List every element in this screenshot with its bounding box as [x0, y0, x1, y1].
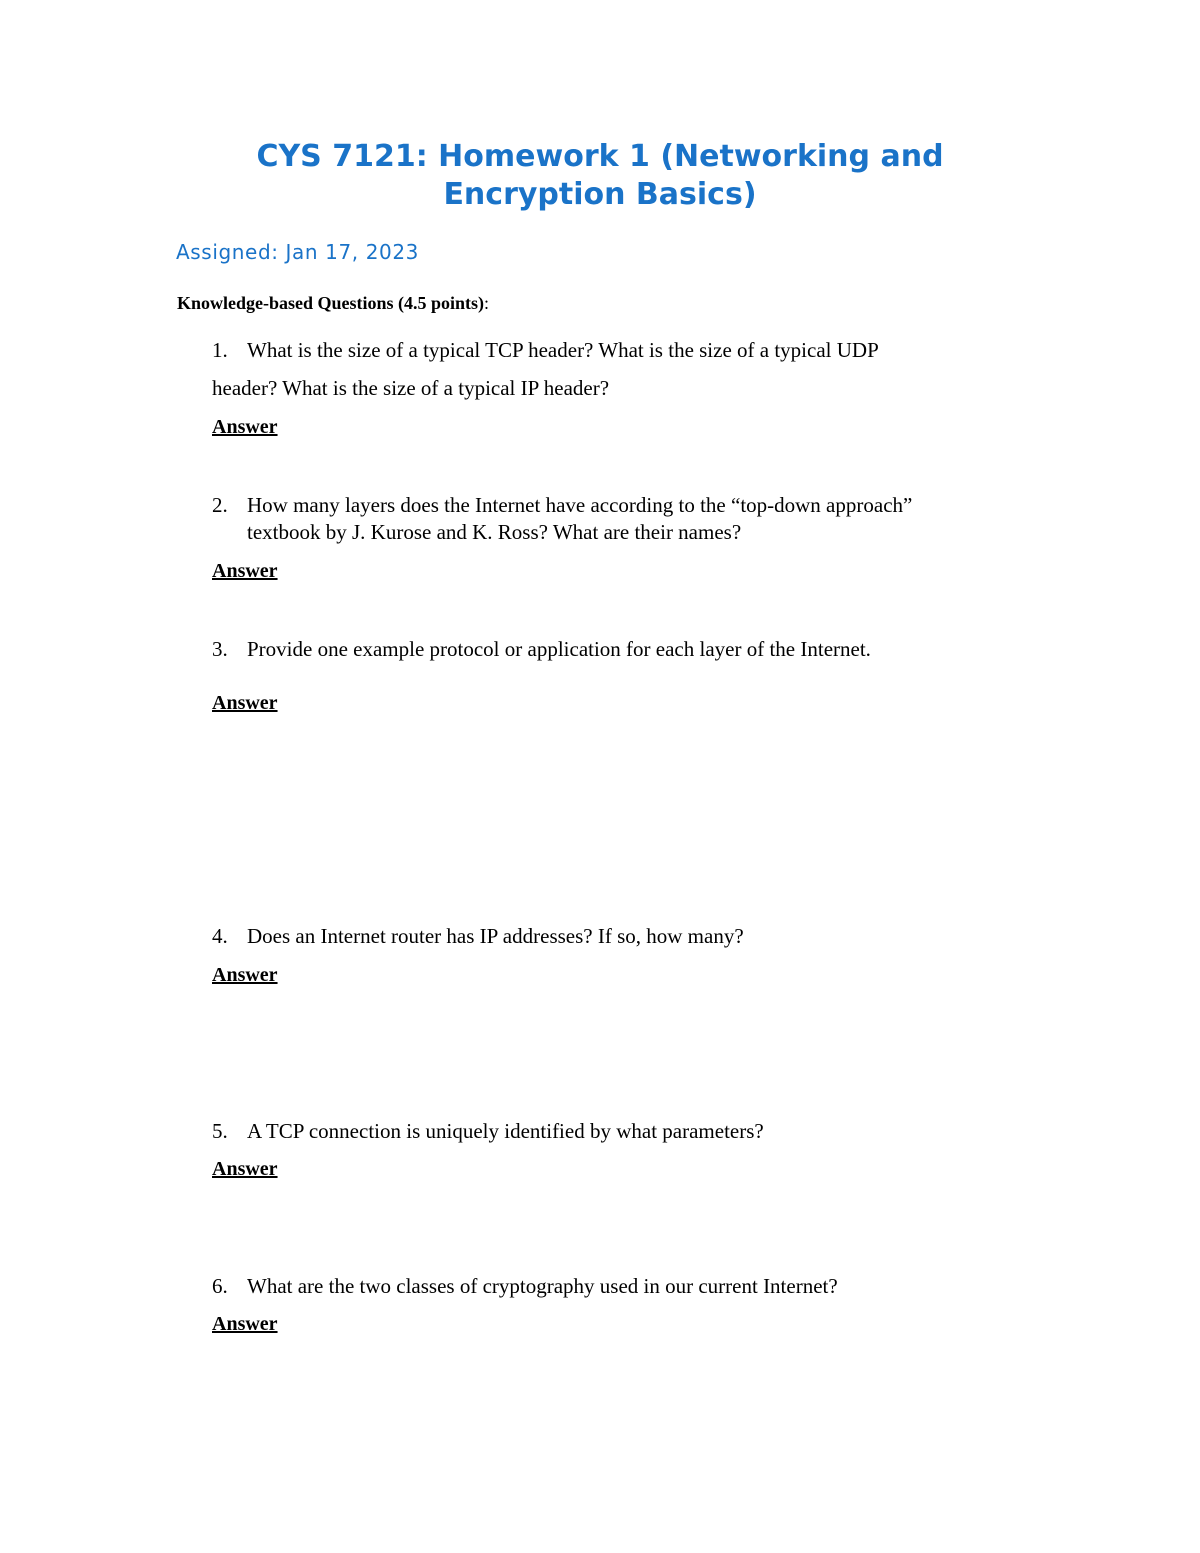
question-number: 6.: [212, 1274, 228, 1298]
answer-label-2: Answer: [212, 560, 278, 582]
title-line-2: Encryption Basics): [443, 177, 757, 212]
question-text-line1: A TCP connection is uniquely identified by what parameters?: [247, 1119, 764, 1143]
question-1-continuation: [212, 375, 1012, 405]
answer-label-6: Answer: [212, 1313, 278, 1335]
assigned-date: Assigned: Jan 17, 2023: [176, 240, 419, 264]
question-number: 2.: [212, 493, 228, 517]
question-number: 5.: [212, 1119, 228, 1143]
question-number: 3.: [212, 637, 228, 661]
question-text-line1: How many layers does the Internet have according to the “top-down approach”: [247, 493, 913, 517]
question-5: [212, 1118, 1012, 1148]
answer-label-1: Answer: [212, 416, 278, 438]
question-text-line1: Does an Internet router has IP addresses? If so, how many?: [247, 924, 744, 948]
question-number: 4.: [212, 924, 228, 948]
question-4: [212, 923, 1012, 953]
question-text-line2: textbook by J. Kurose and K. Ross? What are their names?: [247, 520, 742, 544]
title-line-1: CYS 7121: Homework 1 (Networking and: [256, 139, 944, 174]
question-3: [212, 636, 1012, 666]
answer-label-4: Answer: [212, 964, 278, 986]
question-number: 1.: [212, 338, 228, 362]
answer-label-5: Answer: [212, 1158, 278, 1180]
question-text-line1: Provide one example protocol or application for each layer of the Internet.: [247, 637, 871, 661]
question-text-line2: header? What is the size of a typical IP header?: [212, 376, 610, 400]
section-heading: [177, 290, 489, 316]
section-heading-colon: :: [484, 293, 490, 313]
question-text-line1: What is the size of a typical TCP header? What is the size of a typical UDP: [247, 338, 879, 362]
question-text-line1: What are the two classes of cryptography used in our current Internet?: [247, 1274, 838, 1298]
question-6: [212, 1273, 1012, 1303]
section-heading-label: Knowledge-based Questions (4.5 points): [177, 293, 485, 313]
question-2: [212, 492, 1012, 548]
page-title: [0, 138, 1200, 214]
answer-label-3: Answer: [212, 692, 278, 714]
